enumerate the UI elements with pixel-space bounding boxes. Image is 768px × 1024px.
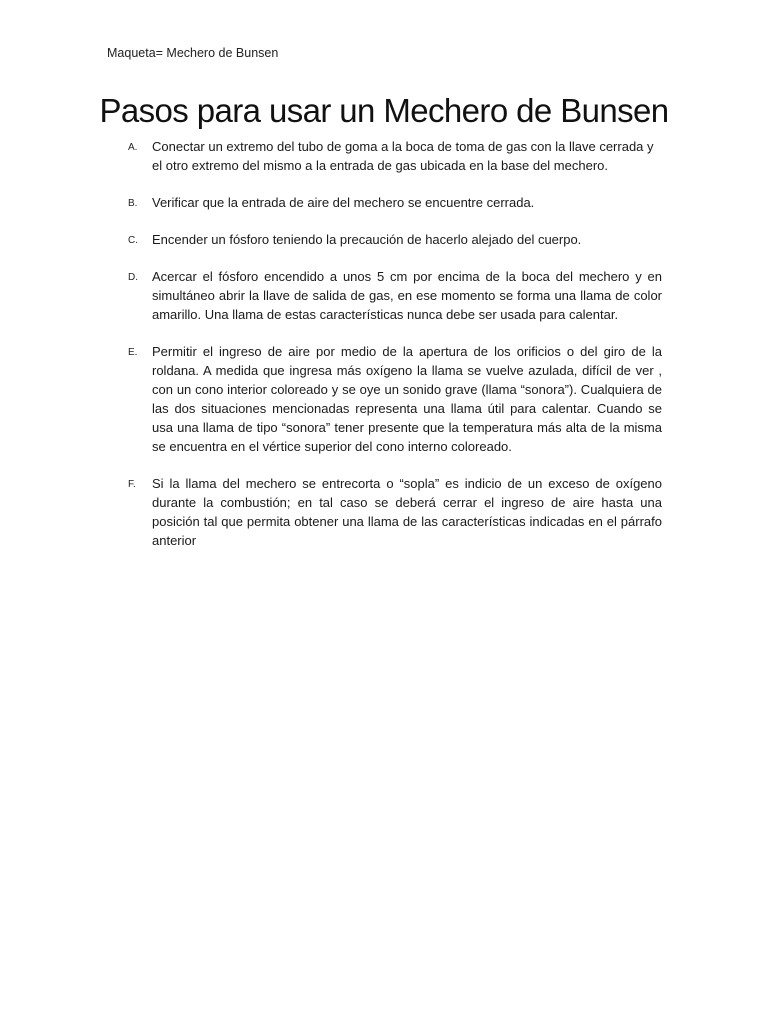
step-text: Encender un fósforo teniendo la precaución de hacerlo alejado del cuerpo. (152, 232, 582, 247)
list-item (128, 267, 662, 324)
list-marker: F. (128, 479, 136, 490)
list-marker: B. (128, 198, 138, 209)
list-marker: D. (128, 272, 138, 283)
list-marker: C. (128, 235, 138, 246)
step-text: Verificar que la entrada de aire del mechero se encuentre cerrada. (152, 195, 535, 210)
list-item (128, 474, 662, 550)
list-item (128, 193, 662, 212)
step-text: Conectar un extremo del tubo de goma a la boca de toma de gas con la llave cerrada y el otro extremo del mismo a la entrada de gas ubicada en la base del mechero. (152, 139, 654, 173)
list-item (128, 137, 662, 175)
step-text: Acercar el fósforo encendido a unos 5 cm por encima de la boca del mechero y en simultáneo abrir la llave de salida de gas, en ese momento se forma una llama de color amarillo. Una llama de estas características nunca debe ser usada para calentar. (152, 269, 662, 322)
page-title: Pasos para usar un Mechero de Bunsen (99, 92, 669, 129)
step-text: Permitir el ingreso de aire por medio de la apertura de los orificios o del giro de la roldana. A medida que ingresa más oxígeno la llama se vuelve azulada, difícil de ver , con un cono interior coloreado y se oye un sonido grave (llama “sonora”). Cualquiera de las dos situaciones mencionadas representa una llama útil para calentar. Cuando se usa una llama de tipo “sonora” tener presente que la temperatura más alta de la misma se encuentra en el vértice superior del cono interno coloreado. (152, 344, 662, 454)
list-item (128, 230, 662, 249)
list-marker: A. (128, 142, 138, 153)
steps-list (128, 137, 662, 568)
list-item (128, 342, 662, 456)
document-header: Maqueta= Mechero de Bunsen (107, 46, 279, 60)
step-text: Si la llama del mechero se entrecorta o “sopla” es indicio de un exceso de oxígeno durante la combustión; en tal caso se deberá cerrar el ingreso de aire hasta una posición tal que permita obtener una llama de las características indicadas en el párrafo anterior (152, 476, 662, 548)
list-marker: E. (128, 347, 138, 358)
